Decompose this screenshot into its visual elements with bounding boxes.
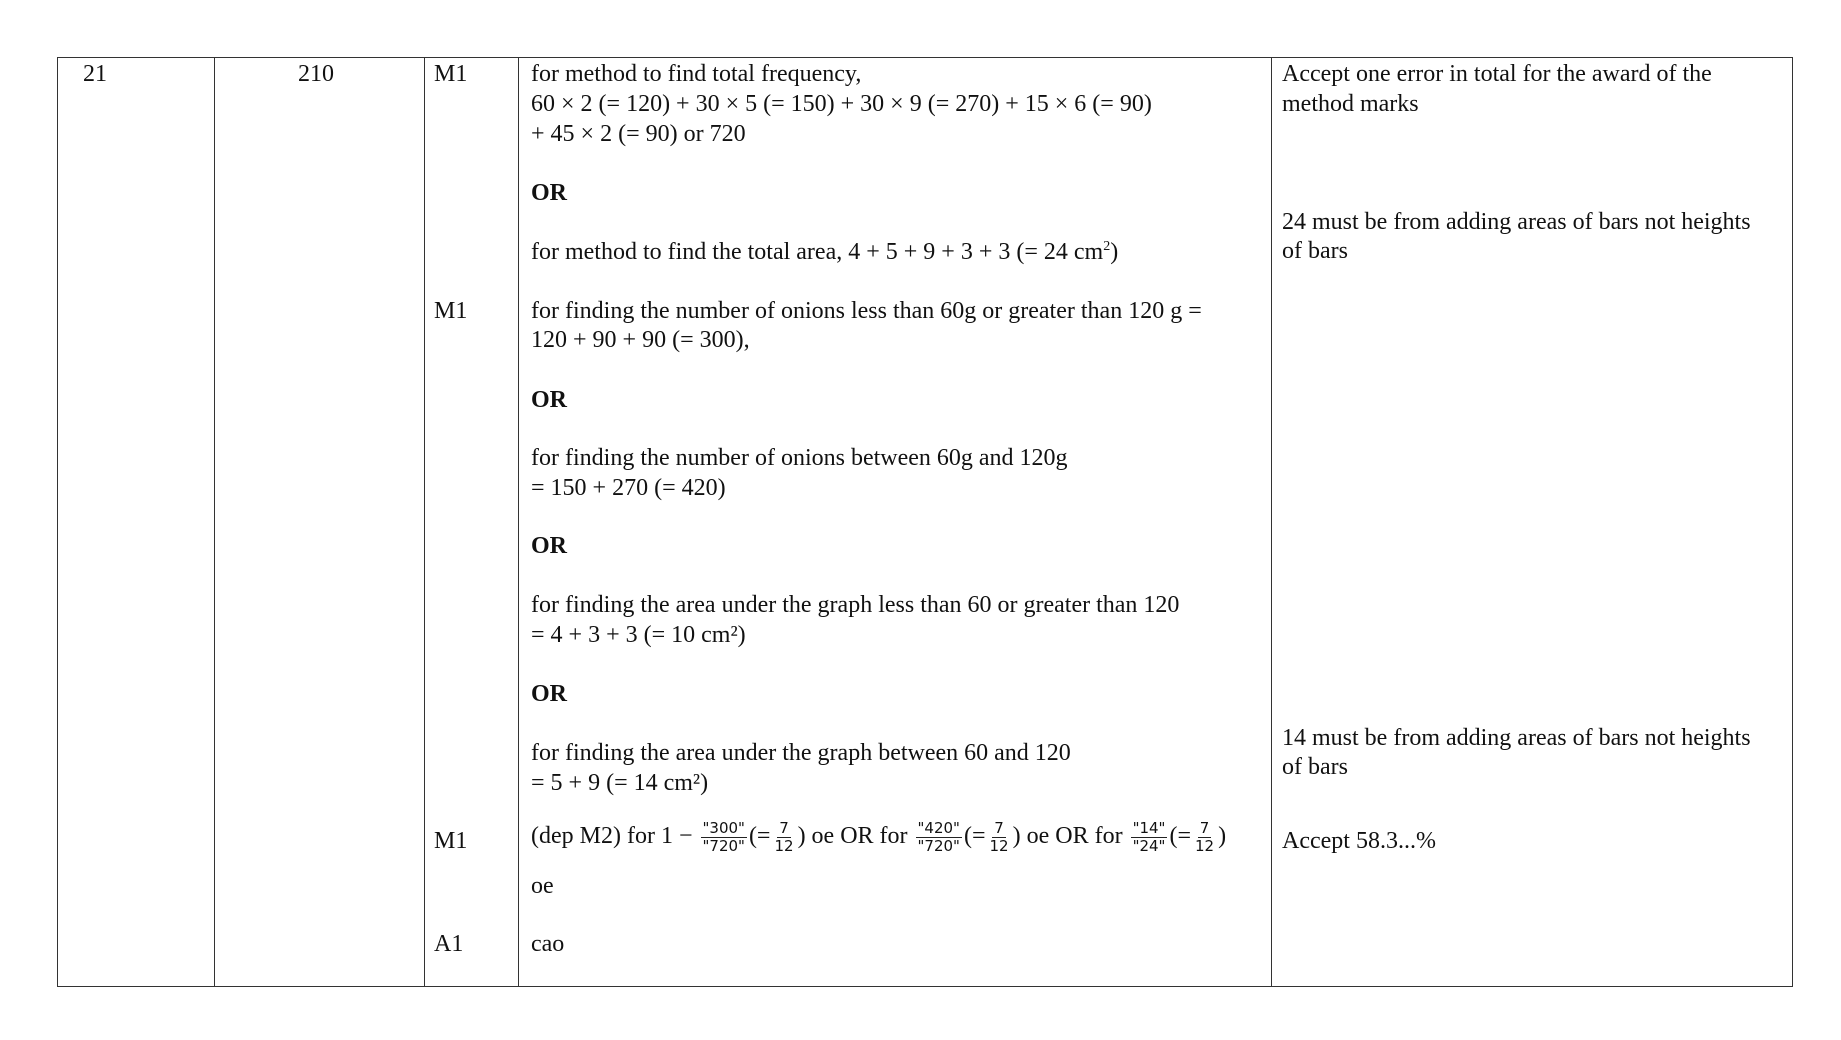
fraction-numerator: 7 <box>994 818 1004 837</box>
mark-code: M1 <box>434 61 468 87</box>
working-line: for finding the number of onions between 60g and 120g <box>531 445 1068 471</box>
mark-scheme-table <box>57 57 1793 987</box>
working-text: (= <box>963 823 986 849</box>
fraction-denominator: 12 <box>1194 836 1215 855</box>
or-separator: OR <box>531 180 567 206</box>
fraction-denominator: "24" <box>1132 836 1166 855</box>
column-divider <box>214 58 215 986</box>
mark-code: M1 <box>434 828 468 854</box>
mark-code: A1 <box>434 931 464 957</box>
fraction <box>916 820 962 855</box>
working-text: (= <box>1169 823 1191 849</box>
fraction <box>1131 820 1168 855</box>
probability-method-line <box>531 816 1226 856</box>
column-divider <box>518 58 519 986</box>
working-line: = 5 + 9 (= 14 cm²) <box>531 770 709 796</box>
working-line: = 4 + 3 + 3 (= 10 cm²) <box>531 622 746 648</box>
column-divider <box>424 58 425 986</box>
or-separator: OR <box>531 387 567 413</box>
working-line: for finding the number of onions less than 60g or greater than 120 g = <box>531 298 1202 324</box>
answer-value: 210 <box>298 61 334 87</box>
column-divider <box>1271 58 1272 986</box>
guidance-line: 24 must be from adding areas of bars not heights <box>1282 209 1751 235</box>
working-line: + 45 × 2 (= 90) or 720 <box>531 121 746 147</box>
fraction <box>1193 820 1216 855</box>
guidance-line: 14 must be from adding areas of bars not heights <box>1282 725 1751 751</box>
working-text: ) oe OR for <box>797 823 908 849</box>
fraction <box>772 820 795 855</box>
fraction-denominator: 12 <box>989 836 1009 855</box>
or-separator: OR <box>531 681 567 707</box>
working-text: ) oe OR for <box>1012 823 1123 849</box>
question-number: 21 <box>83 61 107 87</box>
fraction-denominator: "720" <box>702 836 745 855</box>
working-text: (= <box>748 823 771 849</box>
working-line: for finding the area under the graph between 60 and 120 <box>531 740 1071 766</box>
fraction <box>988 820 1011 855</box>
fraction-numerator: 7 <box>779 818 789 837</box>
fraction-numerator: "300" <box>702 818 745 837</box>
guidance-line: method marks <box>1282 91 1419 117</box>
guidance-line: of bars <box>1282 238 1348 264</box>
working-line: 60 × 2 (= 120) + 30 × 5 (= 150) + 30 × 9 (= 270) + 15 × 6 (= 90) <box>531 91 1152 117</box>
working-line <box>531 237 1118 267</box>
mark-code: M1 <box>434 298 468 324</box>
working-line: 120 + 90 + 90 (= 300), <box>531 327 750 353</box>
or-separator: OR <box>531 533 567 559</box>
fraction-numerator: 7 <box>1199 818 1210 837</box>
working-line: oe <box>531 873 554 899</box>
guidance-line: of bars <box>1282 754 1348 780</box>
fraction <box>701 820 747 855</box>
working-line: for method to find total frequency, <box>531 61 862 87</box>
fraction-numerator: "14" <box>1132 818 1166 837</box>
working-text: ) <box>1218 823 1227 849</box>
fraction-denominator: "720" <box>917 836 960 855</box>
fraction-denominator: 12 <box>774 836 794 855</box>
working-text: (dep M2) for 1 − <box>531 823 693 849</box>
guidance-line: Accept 58.3...% <box>1282 828 1436 854</box>
superscript: 2 <box>1103 239 1111 254</box>
guidance-line: Accept one error in total for the award of the <box>1282 61 1712 87</box>
working-line: cao <box>531 931 565 957</box>
working-text: for method to find the total area, 4 + 5 + 9 + 3 + 3 (= 24 cm <box>531 239 1104 265</box>
working-line: = 150 + 270 (= 420) <box>531 475 726 501</box>
fraction-numerator: "420" <box>917 818 960 837</box>
working-line: for finding the area under the graph less than 60 or greater than 120 <box>531 592 1180 618</box>
working-text: ) <box>1110 239 1119 265</box>
